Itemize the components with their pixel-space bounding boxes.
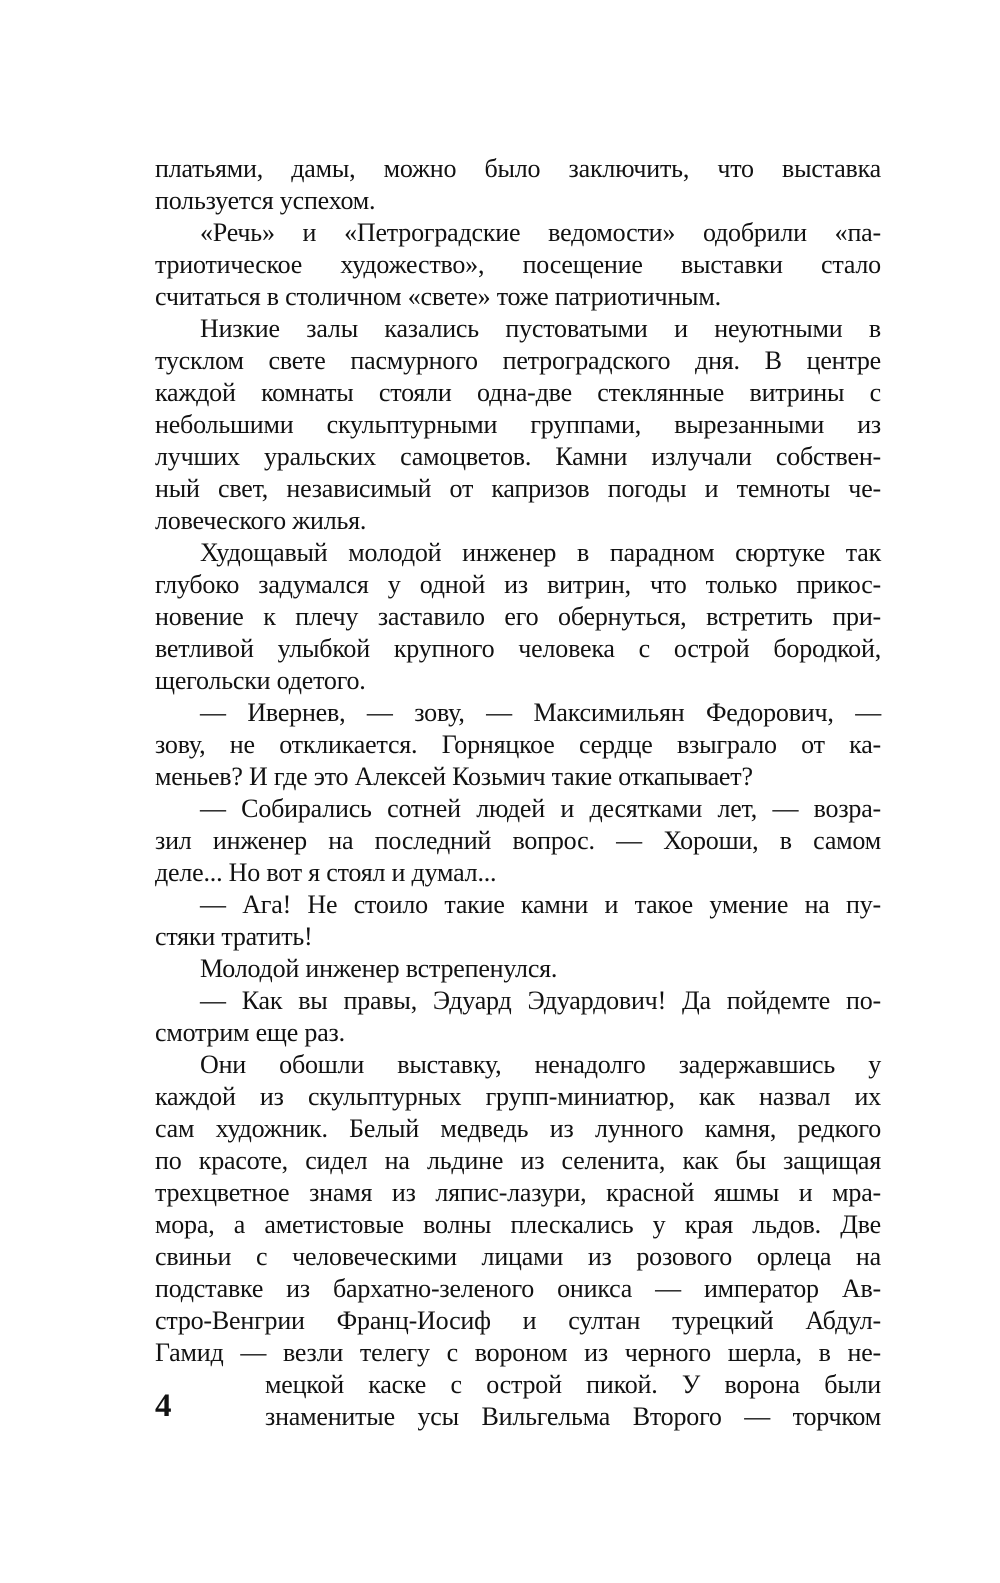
text-line: Низкие залы казались пустоватыми и неуютными в bbox=[200, 314, 881, 343]
text-line: — Ага! Не стоило такие камни и такое умение на пу- bbox=[200, 890, 881, 919]
text-line: щегольски одетого. bbox=[155, 666, 366, 695]
text-line: глубоко задумался у одной из витрин, что только прикос- bbox=[155, 570, 881, 599]
text-line: стяки тратить! bbox=[155, 922, 313, 951]
text-line: Худощавый молодой инженер в парадном сюртуке так bbox=[200, 538, 881, 567]
text-line: каждой комнаты стояли одна-две стеклянные витрины с bbox=[155, 378, 881, 407]
text-line: ветливой улыбкой крупного человека с острой бородкой, bbox=[155, 634, 881, 663]
text-line: новение к плечу заставило его обернуться, встретить при- bbox=[155, 602, 881, 631]
text-line: — Собирались сотней людей и десятками лет, — возра- bbox=[200, 794, 881, 823]
text-line: сам художник. Белый медведь из лунного камня, редкого bbox=[155, 1114, 881, 1143]
text-line: пользуется успехом. bbox=[155, 186, 376, 215]
text-line: ловеческого жилья. bbox=[155, 506, 367, 535]
text-line: Молодой инженер встрепенулся. bbox=[200, 954, 558, 983]
text-line: небольшими скульптурными группами, вырезанными из bbox=[155, 410, 881, 439]
text-line: подставке из бархатно-зеленого оникса — император Ав- bbox=[155, 1274, 881, 1303]
text-line: свиньи с человеческими лицами из розового орлеца на bbox=[155, 1242, 881, 1271]
text-line: знаменитые усы Вильгельма Второго — торчком bbox=[265, 1402, 881, 1431]
text-line: стро-Венгрии Франц-Иосиф и султан турецкий Абдул- bbox=[155, 1306, 881, 1335]
text-line: по красоте, сидел на льдине из селенита, как бы защищая bbox=[155, 1146, 881, 1175]
text-line: трехцветное знамя из ляпис-лазури, красной яшмы и мра- bbox=[155, 1178, 881, 1207]
text-line: смотрим еще раз. bbox=[155, 1018, 345, 1047]
text-line: — Как вы правы, Эдуард Эдуардович! Да пойдемте по- bbox=[200, 986, 881, 1015]
text-line: зову, не откликается. Горняцкое сердце взыграло от ка- bbox=[155, 730, 881, 759]
text-line: каждой из скульптурных групп-миниатюр, как назвал их bbox=[155, 1082, 881, 1111]
text-line: Они обошли выставку, ненадолго задержавшись у bbox=[200, 1050, 881, 1079]
text-line: ный свет, независимый от капризов погоды и темноты че- bbox=[155, 474, 881, 503]
text-line: «Речь» и «Петроградские ведомости» одобрили «па- bbox=[200, 218, 881, 247]
text-line: мора, а аметистовые волны плескались у края льдов. Две bbox=[155, 1210, 881, 1239]
text-line: деле... Но вот я стоял и думал... bbox=[155, 858, 497, 887]
text-line: меньев? И где это Алексей Козьмич такие откапывает? bbox=[155, 762, 753, 791]
page-number: 4 bbox=[155, 1388, 172, 1424]
text-line: считаться в столичном «свете» тоже патриотичным. bbox=[155, 282, 721, 311]
text-line: мецкой каске с острой пикой. У ворона были bbox=[265, 1370, 881, 1399]
text-line: триотическое художество», посещение выставки стало bbox=[155, 250, 881, 279]
text-line: Гамид — везли телегу с вороном из черного шерла, в не- bbox=[155, 1338, 881, 1367]
text-block bbox=[155, 153, 881, 1433]
text-line: лучших уральских самоцветов. Камни излучали собствен- bbox=[155, 442, 881, 471]
text-line: тусклом свете пасмурного петроградского дня. В центре bbox=[155, 346, 881, 375]
text-line: платьями, дамы, можно было заключить, что выставка bbox=[155, 154, 881, 183]
text-line: — Ивернев, — зову, — Максимильян Федорович, — bbox=[200, 698, 881, 727]
text-line: зил инженер на последний вопрос. — Хороши, в самом bbox=[155, 826, 881, 855]
